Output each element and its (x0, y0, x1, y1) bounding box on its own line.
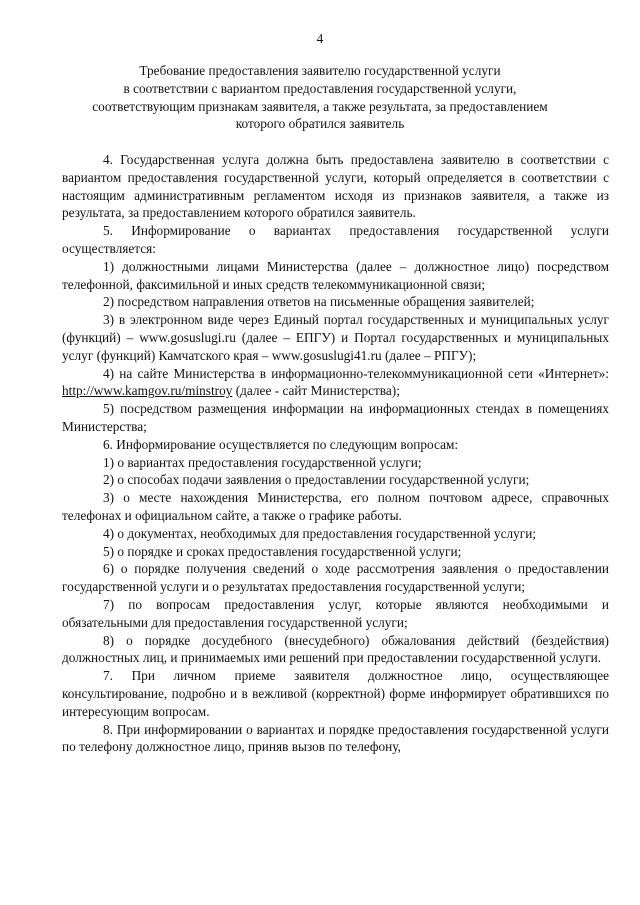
heading-line: соответствующим признакам заявителя, а также результата, за предоставлением (92, 98, 548, 114)
list-item-5-5: 5) посредством размещения информации на информационных стендах в помещениях Министерства; (62, 401, 609, 434)
list-item-6-7: 7) по вопросам предоставления услуг, которые являются необходимыми и обязательными для предоставления государственной услуги; (62, 596, 609, 630)
list-item-6-4: 4) о документах, необходимых для предоставления государственной услуги; (103, 525, 537, 541)
list-item-6-6: 6) о порядке получения сведений о ходе рассмотрения заявления о предоставлении государственной услуги и о результатах предоставления государственной услуги; (62, 561, 609, 595)
document-body (62, 151, 609, 756)
list-item-6-1: 1) о вариантах предоставления государственной услуги; (103, 454, 422, 470)
list-item-5-2: 2) посредством направления ответов на письменные обращения заявителей; (103, 294, 535, 310)
list-item-5-4-tail: (далее - сайт Министерства); (232, 383, 400, 399)
paragraph-6: 6. Информирование осуществляется по следующим вопросам: (103, 436, 459, 452)
list-item-5-4-text: 4) на сайте Министерства в информационно-телекоммуникационной сети «Интернет»: (103, 365, 609, 381)
list-item-6-3: 3) о месте нахождения Министерства, его полном почтовом адресе, справочных телефонах и официальном сайте, а также о графике работы. (62, 490, 609, 523)
heading-line: Требование предоставления заявителю государственной услуги (139, 63, 501, 78)
list-item-5-1: 1) должностными лицами Министерства (далее – должностное лицо) посредством телефонной, факсимильной и иных средств телекоммуникационной связи; (62, 258, 609, 292)
list-item-5-3: 3) в электронном виде через Единый портал государственных и муниципальных услуг (функций) – www.gosuslugi.ru (далее – ЕПГУ) и Портал государственных и муниципальных услуг (функций) Камчатского края – www.gosuslugi41.ru (далее – РПГУ); (62, 312, 609, 363)
heading-line: которого обратился заявитель (235, 116, 405, 132)
section-heading (80, 62, 560, 133)
list-item-6-5: 5) о порядке и сроках предоставления государственной услуги; (103, 543, 462, 559)
paragraph-4: 4. Государственная услуга должна быть предоставлена заявителю в соответствии с вариантом предоставления государственной услуги, который определяется в соответствии с настоящим административным регламентом исходя из признаков заявителя, а также из результата, за предоставлением которого обратился заявитель. (62, 152, 609, 221)
list-item-6-2: 2) о способах подачи заявления о предоставлении государственной услуги; (103, 472, 530, 488)
paragraph-7: 7. При личном приеме заявителя должностное лицо, осуществляющее консультирование, подробно и в вежливой (корректной) форме информирует обратившихся по интересующим вопросам. (62, 668, 609, 719)
ministry-website-link[interactable]: http://www.kamgov.ru/minstroy (62, 383, 233, 399)
list-item-6-8: 8) о порядке досудебного (внесудебного) обжалования действий (бездействия) должностных лиц, и принимаемых ими решений при предоставлении государственной услуги. (62, 632, 609, 666)
page-number: 4 (316, 31, 324, 46)
heading-line: в соответствии с вариантом предоставления государственной услуги, (123, 80, 517, 96)
paragraph-5: 5. Информирование о вариантах предоставления государственной услуги осуществляется: (62, 223, 609, 256)
list-item-5-4 (62, 365, 609, 401)
paragraph-8: 8. При информировании о вариантах и порядке предоставления государственной услуги по телефону должностное лицо, приняв вызов по телефону, (62, 721, 609, 755)
